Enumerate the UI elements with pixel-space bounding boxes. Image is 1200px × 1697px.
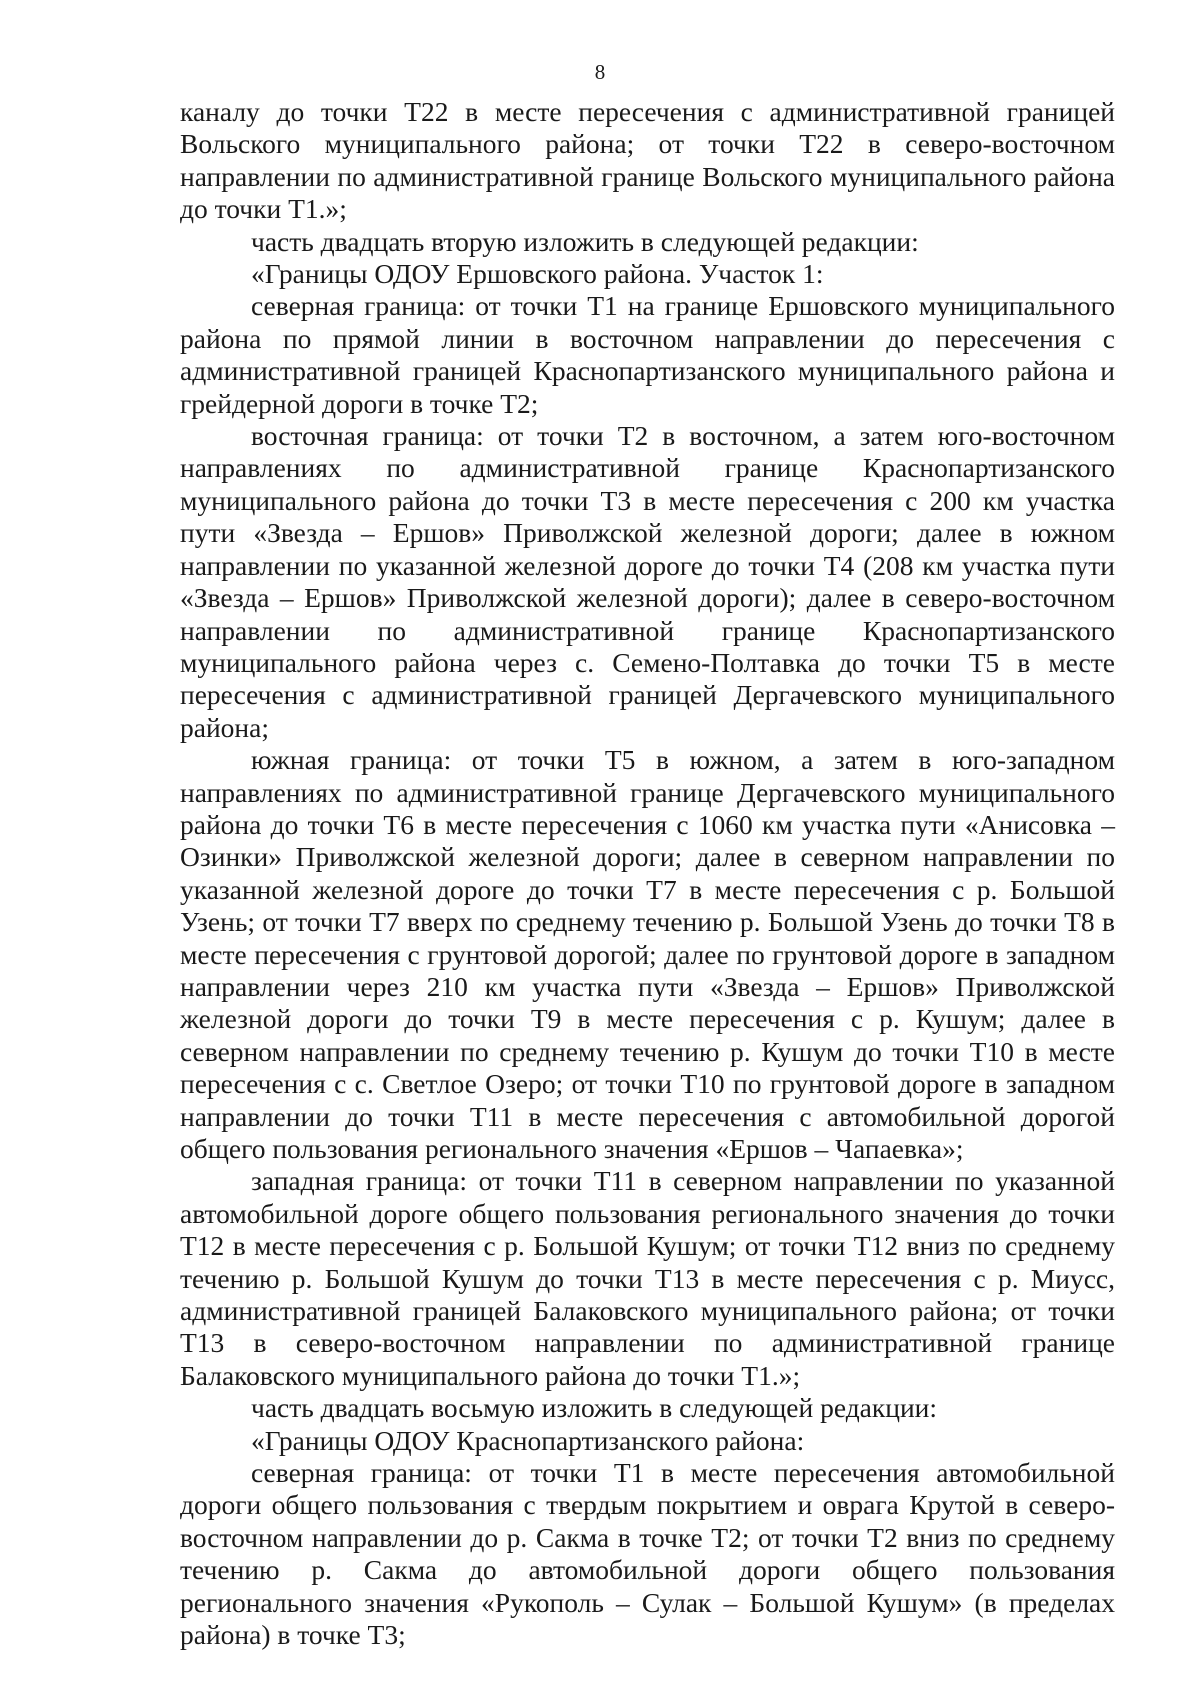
paragraph-instruction-part-22: часть двадцать вторую изложить в следующей редакции:	[251, 225, 919, 257]
paragraph-instruction-part-28: часть двадцать восьмую изложить в следующей редакции:	[251, 1392, 938, 1424]
paragraph-northern-border: северная граница: от точки Т1 на границе Ершовского муниципального района по прямой линии в восточном направлении до пересечения с административной границей Краснопартизанского муниципального района и грейдерной дороги в точке Т2;	[180, 290, 1115, 419]
paragraph-heading-krasnopartizansky-district: «Границы ОДОУ Краснопартизанского района:	[251, 1424, 805, 1456]
page-number: 8	[594, 60, 606, 84]
paragraph-southern-border: южная граница: от точки Т5 в южном, а затем в юго-западном направлениях по административной границе Дергачевского муниципального района до точки Т6 в месте пересечения с 1060 км участка пути «Анисовка – Озинки» Приволжской железной дороги; далее в северном направлении по указанной железной дороге до точки Т7 в месте пересечения с р. Большой Узень; от точки Т7 вверх по среднему течению р. Большой Узень до точки Т8 в месте пересечения с грунтовой дорогой; далее по грунтовой дороге в западном направлении через 210 км участка пути «Звезда – Ершов» Приволжской железной дороги до точки Т9 в месте пересечения с р. Кушум; далее в северном направлении по среднему течению р. Кушум до точки Т10 в месте пересечения с с. Светлое Озеро; от точки Т10 по грунтовой дороге в западном направлении до точки Т11 в месте пересечения с автомобильной дорогой общего пользования регионального значения «Ершов – Чапаевка»;	[180, 744, 1115, 1164]
paragraph-heading-ershov-district: «Границы ОДОУ Ершовского района. Участок 1:	[251, 258, 824, 290]
paragraph-eastern-border: восточная граница: от точки Т2 в восточном, а затем юго-восточном направлениях по административной границе Краснопартизанского муниципального района до точки Т3 в месте пересечения с 200 км участка пути «Звезда – Ершов» Приволжской железной дороги; далее в южном направлении по указанной железной дороге до точки Т4 (208 км участка пути «Звезда – Ершов» Приволжской железной дороги); далее в северо-восточном направлении по административной границе Краснопартизанского муниципального района через с. Семено-Полтавка до точки Т5 в месте пересечения с административной границей Дергачевского муниципального района;	[180, 420, 1115, 743]
paragraph-western-border: западная граница: от точки Т11 в северном направлении по указанной автомобильной дороге общего пользования регионального значения до точки Т12 в месте пересечения с р. Большой Кушум; от точки Т12 вниз по среднему течению р. Большой Кушум до точки Т13 в месте пересечения с р. Миусс, административной границей Балаковского муниципального района; от точки Т13 в северо-восточном направлении по административной границе Балаковского муниципального района до точки Т1.»;	[180, 1165, 1115, 1391]
document-body	[180, 96, 1115, 1652]
paragraph-northern-border-krasnopartizansky: северная граница: от точки Т1 в месте пересечения автомобильной дороги общего пользования с твердым покрытием и оврага Крутой в северо-восточном направлении до р. Сакма в точке Т2; от точки Т2 вниз по среднему течению р. Сакма до автомобильной дороги общего пользования регионального значения «Рукополь – Сулак – Большой Кушум» (в пределах района) в точке Т3;	[180, 1457, 1115, 1651]
paragraph-continuation: каналу до точки Т22 в месте пересечения с административной границей Вольского муниципального района; от точки Т22 в северо-восточном направлении по административной границе Вольского муниципального района до точки Т1.»;	[180, 96, 1115, 225]
